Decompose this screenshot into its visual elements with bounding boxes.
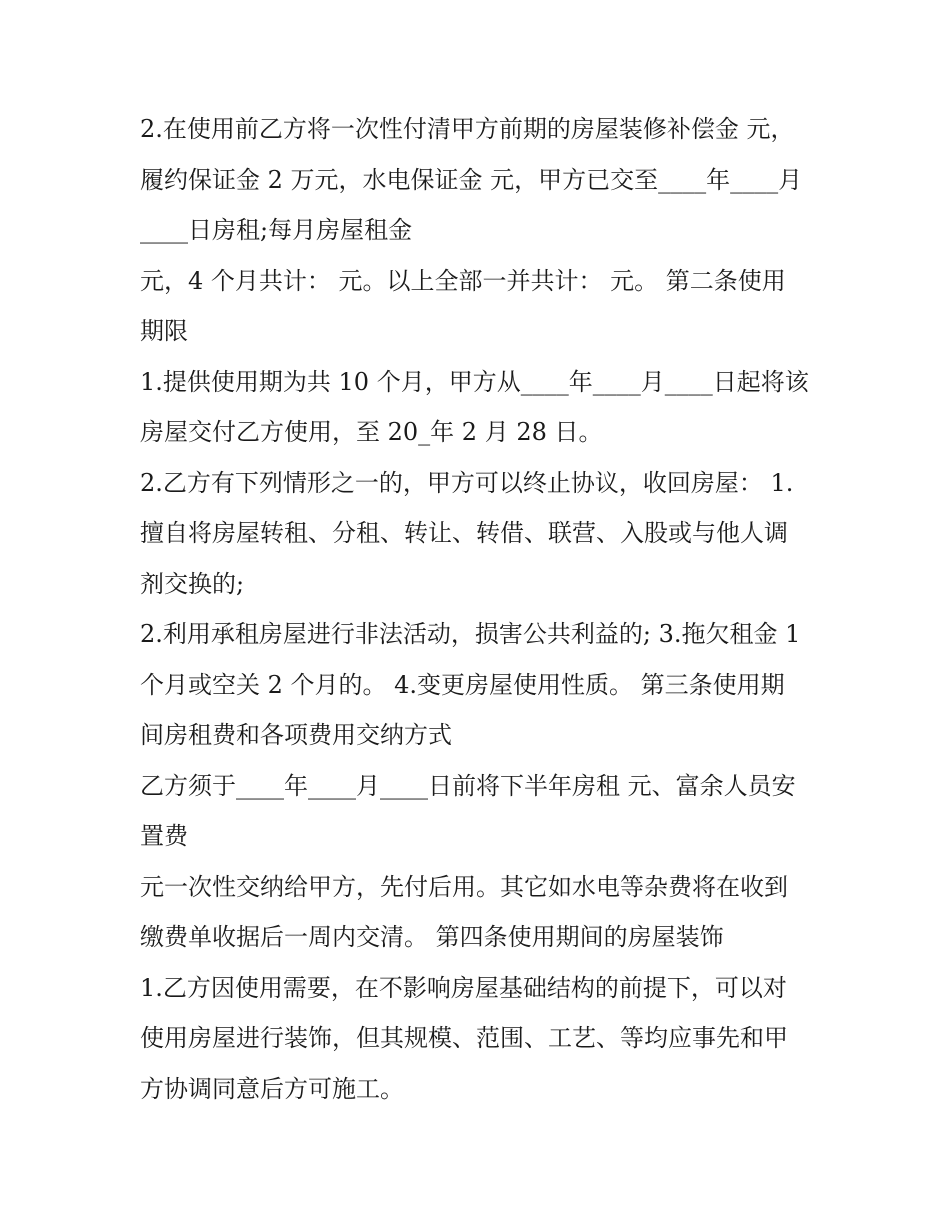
text-line: 2.利用承租房屋进行非法活动，损害公共利益的; 3.拖欠租金 1 — [140, 620, 801, 648]
text-line: 房屋交付乙方使用，至 20_年 2 月 28 日。 — [140, 418, 603, 446]
text-line: 1.乙方因使用需要，在不影响房屋基础结构的前提下，可以对 — [140, 973, 787, 1002]
text-line: 2.乙方有下列情形之一的，甲方可以终止协议，收回房屋： 1. — [140, 468, 794, 497]
text-line: 使用房屋进行装饰，但其规模、范围、工艺、等均应事先和甲 — [140, 1024, 788, 1052]
text-line: 方协调同意后方可施工。 — [140, 1074, 404, 1103]
text-line: 剂交换的; — [140, 569, 245, 598]
document-body — [140, 104, 830, 1114]
text-line: 1.提供使用期为共 10 个月，甲方从____年____月____日起将该 — [140, 367, 809, 396]
text-line: 置费 — [140, 822, 188, 850]
text-line: 乙方须于____年____月____日前将下半年房租 元、富余人员安 — [140, 771, 796, 800]
text-line: 个月或空关 2 个月的。 4.变更房屋使用性质。 第三条使用期 — [140, 670, 785, 699]
text-line: 元一次性交纳给甲方，先付后用。其它如水电等杂费将在收到 — [140, 872, 788, 901]
text-line: 元，4 个月共计： 元。以上全部一并共计： 元。 第二条使用 — [140, 266, 786, 295]
text-line: ____日房租;每月房屋租金 — [140, 216, 413, 244]
text-line: 2.在使用前乙方将一次性付清甲方前期的房屋装修补偿金 元， — [140, 115, 795, 143]
text-line: 期限 — [140, 317, 188, 345]
text-line: 履约保证金 2 万元，水电保证金 元，甲方已交至____年____月 — [140, 165, 803, 194]
text-line: 间房租费和各项费用交纳方式 — [140, 721, 452, 749]
text-line: 缴费单收据后一周内交清。 第四条使用期间的房屋装饰 — [140, 923, 724, 951]
text-line: 擅自将房屋转租、分租、转让、转借、联营、入股或与他人调 — [140, 519, 788, 547]
